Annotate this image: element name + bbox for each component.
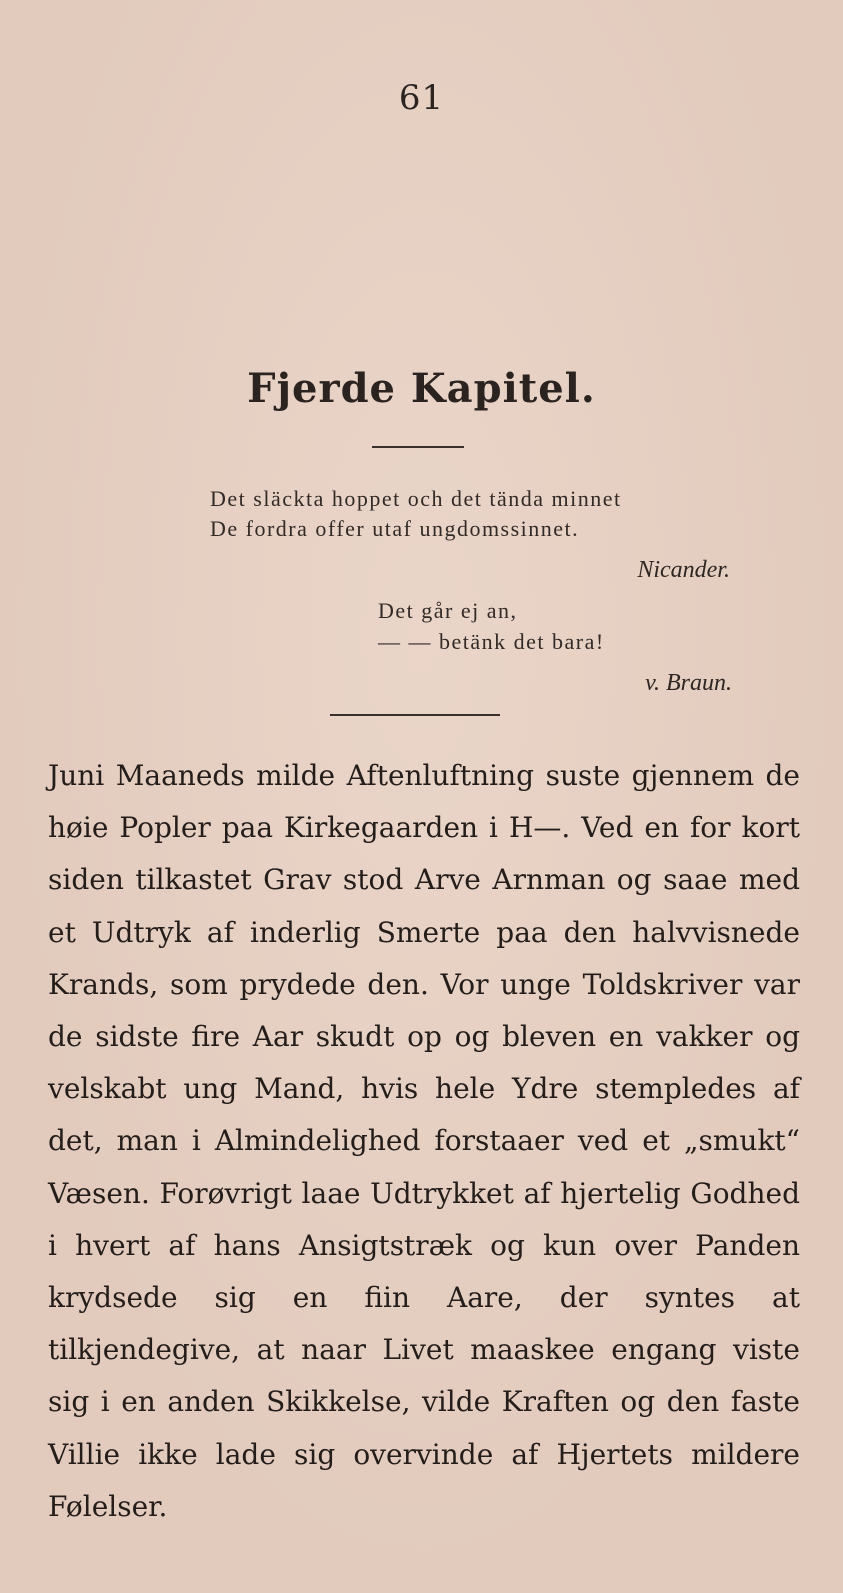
body-paragraph: Juni Maaneds milde Aftenluftning suste gjennem de høie Popler paa Kirkegaarden i H—. Ved en for kort siden tilkastet Grav stod Arve Arnman og saae med et Udtryk af inderlig Smerte paa den halvvisnede Krands, som prydede den. Vor unge Toldskriver var de sidste fire Aar skudt op og bleven en vakker og velskabt ung Mand, hvis hele Ydre stempledes af det, man i Almindelighed forstaaer ved et „smukt“ Væsen. Forøvrigt laae Udtrykket af hjertelig Godhed i hvert af hans Ansigtstræk og kun over Panden krydsede sig en fiin Aare, der syntes at tilkjendegive, at naar Livet maaskee engang viste sig i en anden Skikkelse, vilde Kraften og den faste Villie ikke lade sig overvinde af Hjertets mildere Følelser. [48, 759, 800, 1523]
title-divider [372, 446, 464, 448]
epigraph-attribution: Nicander. [637, 557, 730, 583]
epigraph-attribution: v. Braun. [645, 670, 732, 696]
page-number: 61 [398, 78, 445, 118]
epigraph-divider [330, 714, 500, 716]
epigraph-line: — — betänk det bara! [378, 629, 605, 654]
epigraph-line: Det släckta hoppet och det tända minnet [210, 486, 622, 511]
epigraph-line: De fordra offer utaf ungdomssinnet. [210, 516, 580, 541]
epigraph-line: Det går ej an, [378, 598, 518, 623]
chapter-title: Fjerde Kapitel. [247, 365, 596, 412]
